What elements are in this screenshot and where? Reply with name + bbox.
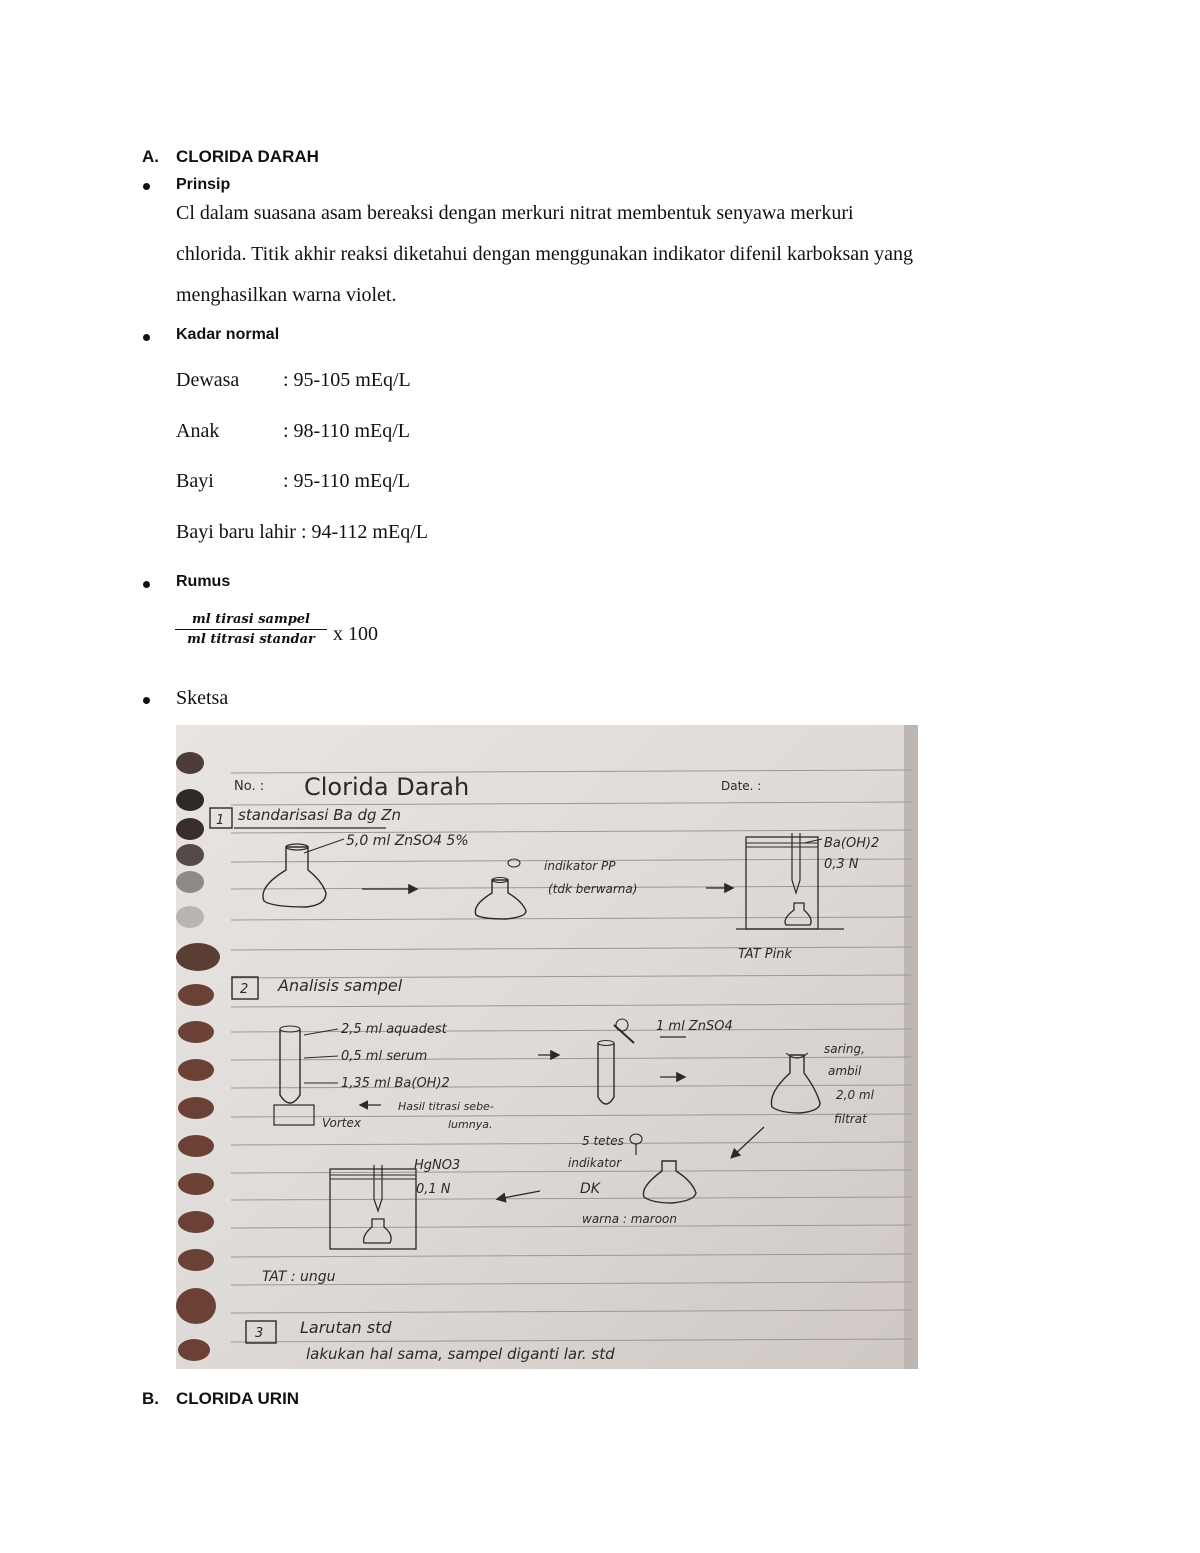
step2-saring-a: saring, xyxy=(824,1042,865,1056)
step2-tetes: 5 tetes xyxy=(582,1134,624,1148)
rumus-numerator: ml tirasi sampel xyxy=(175,612,327,630)
step2-titrant: HgNO3 xyxy=(414,1158,461,1173)
note-title: Clorida Darah xyxy=(304,773,470,801)
step1-titrant-conc: 0,3 N xyxy=(824,857,859,872)
rumus-denominator: ml titrasi standar xyxy=(187,632,315,647)
section-b-letter: B. xyxy=(142,1389,159,1408)
step2-vortex: Vortex xyxy=(322,1116,361,1130)
step2-heading: Analisis sampel xyxy=(278,976,403,995)
step1-heading: standarisasi Ba dg Zn xyxy=(238,806,402,824)
step2-r3-note-a: Hasil titrasi sebe- xyxy=(398,1100,494,1113)
step2-dk: DK xyxy=(580,1181,600,1197)
sketsa-notebook xyxy=(176,725,918,1369)
kadar-row-bayi-name: Bayi xyxy=(176,470,214,492)
prinsip-label: Prinsip xyxy=(176,176,231,193)
step2-r1: 2,5 ml aquadest xyxy=(341,1022,447,1037)
step2-znso4: 1 ml ZnSO4 xyxy=(656,1019,733,1034)
kadar-row-dewasa-value: : 95-105 mEq/L xyxy=(283,369,411,391)
prinsip-text xyxy=(176,193,1076,316)
step2-warna: warna : maroon xyxy=(582,1212,677,1226)
step2-r3: 1,35 ml Ba(OH)2 xyxy=(341,1076,450,1091)
kadar-row-bayi-baru-lahir: Bayi baru lahir : 94-112 mEq/L xyxy=(176,521,428,543)
sketsa-photo xyxy=(176,725,918,1369)
step2-r3-note-b: lumnya. xyxy=(448,1118,493,1131)
note-no-label: No. : xyxy=(234,779,265,794)
step1-num: 1 xyxy=(216,813,225,828)
step1-indicator: indikator PP xyxy=(544,859,616,873)
step3-line: lakukan hal sama, sampel diganti lar. std xyxy=(306,1345,615,1363)
step2-r2: 0,5 ml serum xyxy=(341,1049,428,1064)
step1-endpoint: TAT Pink xyxy=(738,947,792,962)
section-a-letter: A. xyxy=(142,147,159,166)
kadar-row-dewasa-name: Dewasa xyxy=(176,369,240,391)
kadar-row-anak-name: Anak xyxy=(176,420,220,442)
step2-endpoint: TAT : ungu xyxy=(262,1269,336,1285)
rumus-formula xyxy=(175,612,327,647)
step2-saring-d: filtrat xyxy=(834,1112,867,1126)
step2-saring-b: ambil xyxy=(828,1064,862,1078)
kadar-row-bayi-value: : 95-110 mEq/L xyxy=(283,470,411,492)
sketsa-label: Sketsa xyxy=(176,687,229,709)
kadar-row-anak-value: : 98-110 mEq/L xyxy=(283,420,411,442)
section-a-title: CLORIDA DARAH xyxy=(176,147,319,166)
note-date-label: Date. : xyxy=(721,779,762,793)
step1-reagent1: 5,0 ml ZnSO4 5% xyxy=(346,833,469,849)
rumus-multiplier: x 100 xyxy=(333,623,378,645)
step2-saring-c: 2,0 ml xyxy=(836,1088,874,1102)
step1-titrant: Ba(OH)2 xyxy=(824,836,880,851)
rumus-label: Rumus xyxy=(176,573,231,590)
step1-indicator-note: (tdk berwarna) xyxy=(548,882,638,896)
bullet-rumus xyxy=(143,581,150,588)
kadar-normal-label: Kadar normal xyxy=(176,326,280,343)
step2-num: 2 xyxy=(240,982,249,997)
bullet-kadar-normal xyxy=(143,334,150,341)
prinsip-line-1: Cl dalam suasana asam bereaksi dengan merkuri nitrat membentuk senyawa merkuri xyxy=(176,202,854,224)
prinsip-line-2: chlorida. Titik akhir reaksi diketahui dengan menggunakan indikator difenil karboksan yang xyxy=(176,243,914,265)
step3-num: 3 xyxy=(255,1326,264,1341)
bullet-prinsip xyxy=(143,183,150,190)
step2-indikator: indikator xyxy=(568,1156,622,1170)
step2-titrant-conc: 0,1 N xyxy=(416,1182,451,1197)
bullet-sketsa xyxy=(143,697,150,704)
prinsip-line-3: menghasilkan warna violet. xyxy=(176,284,397,306)
section-b-title: CLORIDA URIN xyxy=(176,1389,300,1408)
step3-heading: Larutan std xyxy=(300,1318,392,1337)
